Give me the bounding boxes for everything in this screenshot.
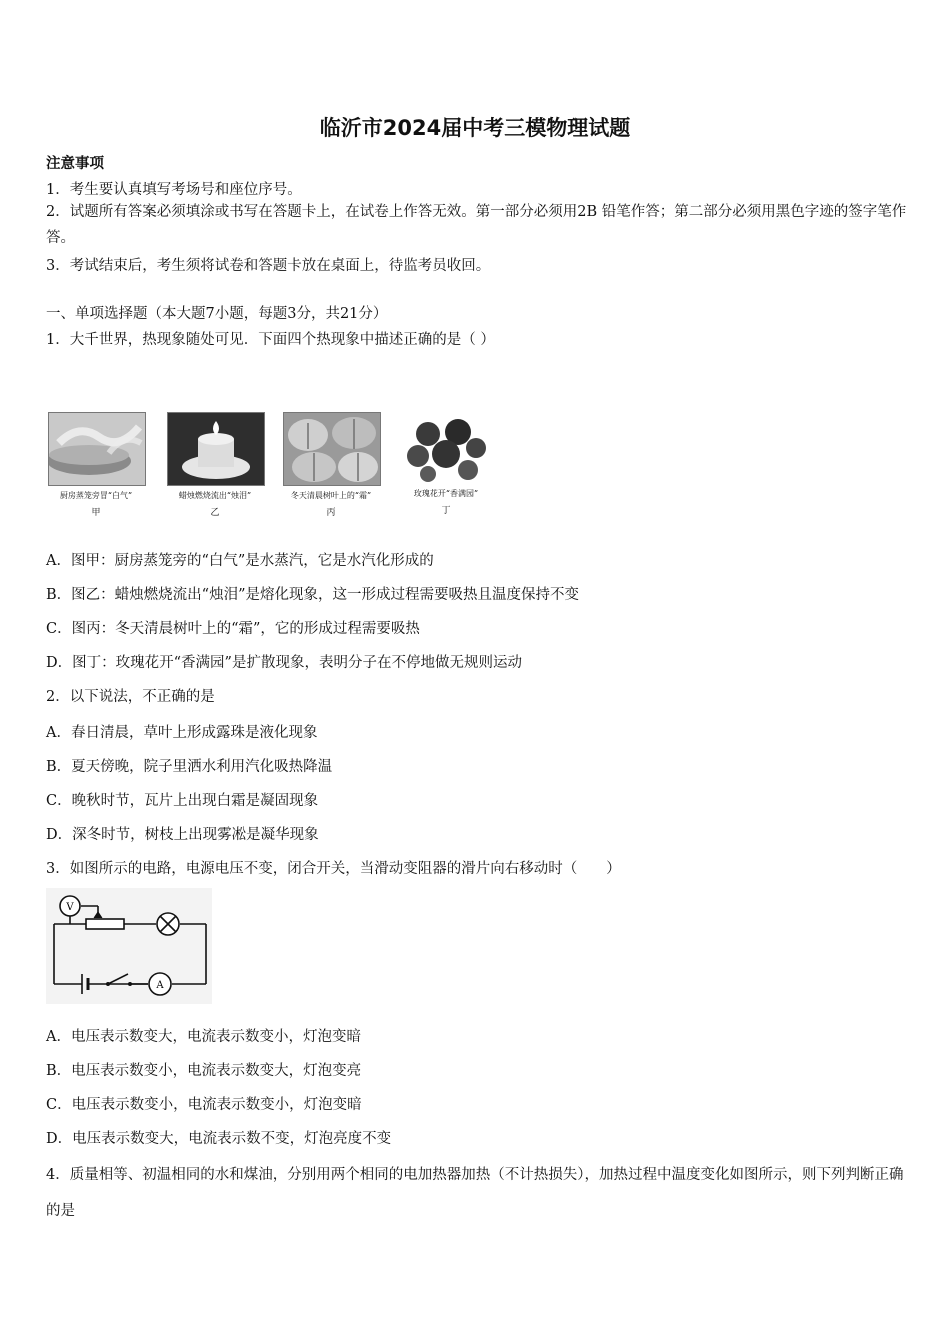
figure-caption: 蜡烛燃烧流出“烛泪” — [178, 491, 252, 500]
figure-caption: 玫瑰花开“香满园” — [413, 489, 479, 498]
figure-label: 丙 — [326, 508, 336, 518]
question-2-option-b: B．夏天傍晚，院子里洒水利用汽化吸热降温 — [46, 759, 333, 775]
figure-label: 丁 — [441, 506, 451, 516]
circuit-diagram — [46, 888, 212, 1004]
figure-ding — [398, 412, 494, 516]
ammeter-symbol — [149, 973, 171, 995]
question-1-stem: 1．大千世界，热现象随处可见．下面四个热现象中描述正确的是（ ） — [46, 332, 495, 348]
notice-item: 1．考生要认真填写考场号和座位序号。 — [46, 182, 302, 198]
question-2-option-d: D．深冬时节，树枝上出现雾凇是凝华现象 — [46, 827, 319, 843]
question-2-option-c: C．晚秋时节，瓦片上出现白霜是凝固现象 — [46, 793, 319, 809]
question-3-option-d: D．电压表示数变大，电流表示数不变，灯泡亮度不变 — [46, 1131, 392, 1147]
figure-caption: 冬天清晨树叶上的“霜” — [290, 491, 372, 500]
ammeter-label: A — [156, 980, 164, 991]
figure-yi — [167, 412, 263, 518]
rose-image — [398, 412, 494, 484]
notice-item: 2．试题所有答案必须填涂或书写在答题卡上，在试卷上作答无效。第一部分必须用2B 铅笔作答；第二部分必须用黑色字迹的签字笔作答。 — [46, 204, 907, 246]
page-title: 临沂市2024届中考三模物理试题 — [319, 116, 631, 140]
question-2-stem: 2．以下说法，不正确的是 — [46, 689, 215, 705]
question-1-option-d: D．图丁：玫瑰花开“香满园”是扩散现象，表明分子在不停地做无规则运动 — [46, 655, 522, 671]
figure-bing — [283, 412, 379, 518]
question-3-stem: 3．如图所示的电路，电源电压不变，闭合开关，当滑动变阻器的滑片向右移动时（ ） — [46, 861, 621, 877]
voltmeter-label: V — [66, 902, 74, 913]
question-1-option-b: B．图乙：蜡烛燃烧流出“烛泪”是熔化现象，这一形成过程需要吸热且温度保持不变 — [46, 587, 579, 603]
section-heading: 一、单项选择题（本大题7小题，每题3分，共21分） — [46, 306, 388, 322]
figure-caption: 厨房蒸笼旁冒“白气” — [59, 491, 133, 500]
question-1-option-c: C．图丙：冬天清晨树叶上的“霜”，它的形成过程需要吸热 — [46, 621, 420, 637]
question-4-stem: 4．质量相等、初温相同的水和煤油，分别用两个相同的电加热器加热（不计热损失），加热过程中温度变化如图所示，则下列判断正确的是 — [46, 1167, 904, 1219]
question-2-option-a: A．春日清晨，草叶上形成露珠是液化现象 — [46, 725, 318, 741]
candle-image — [167, 412, 265, 486]
voltmeter-symbol — [60, 896, 80, 916]
figure-label: 乙 — [210, 508, 220, 518]
notice-heading: 注意事项 — [46, 155, 104, 172]
question-1-option-a: A．图甲：厨房蒸笼旁的“白气”是水蒸汽，它是水汽化形成的 — [46, 553, 434, 569]
figure-label: 甲 — [91, 508, 101, 518]
lamp-symbol — [157, 913, 179, 935]
question-3-option-b: B．电压表示数变小，电流表示数变大，灯泡变亮 — [46, 1063, 362, 1079]
question-3-option-c: C．电压表示数变小，电流表示数变小，灯泡变暗 — [46, 1097, 362, 1113]
notice-item: 3．考试结束后，考生须将试卷和答题卡放在桌面上，待监考员收回。 — [46, 258, 491, 274]
steamer-image — [48, 412, 146, 486]
frost-leaves-image — [283, 412, 381, 486]
question-3-option-a: A．电压表示数变大，电流表示数变小，灯泡变暗 — [46, 1029, 361, 1045]
figure-jia — [48, 412, 144, 518]
